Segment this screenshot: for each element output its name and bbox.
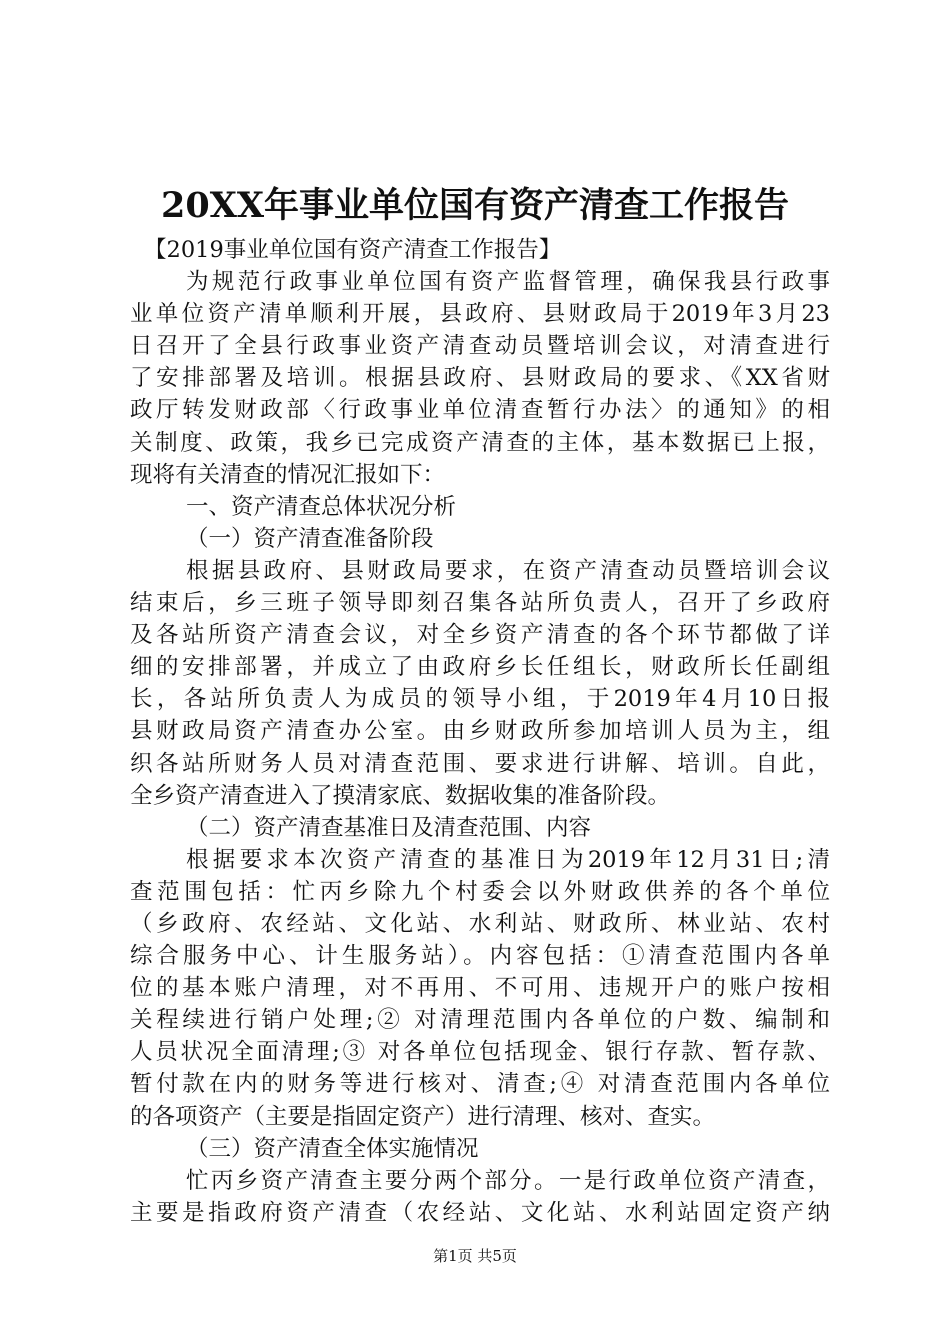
paragraph-line: 根据要求本次资产清查的基准日为2019年12月31日;清: [186, 846, 830, 873]
paragraph-line: 综合服务中心、计生服务站）。内容包括：①清查范围内各单: [130, 943, 830, 970]
document-body: [130, 234, 830, 1229]
paragraph-line: 日召开了全县行政事业资产清查动员暨培训会议，对清查进行: [130, 333, 830, 360]
section-heading: 一、资产清查总体状况分析: [186, 493, 457, 520]
paragraph-line: 为规范行政事业单位国有资产监督管理，确保我县行政事: [186, 269, 830, 296]
paragraph-line: 根据县政府、县财政局要求，在资产清查动员暨培训会议: [186, 557, 830, 584]
paragraph-line: 人员状况全面清理;③ 对各单位包括现金、银行存款、暂存款、: [130, 1039, 830, 1066]
paragraph-line: 主要是指政府资产清查（农经站、文化站、水利站固定资产纳: [130, 1199, 830, 1226]
page-footer: 第1页 共5页: [433, 1247, 517, 1265]
subsection-heading: （一）资产清查准备阶段: [186, 525, 434, 552]
paragraph-line: 关程续进行销户处理;② 对清理范围内各单位的户数、编制和: [130, 1007, 830, 1034]
paragraph-line: 位的基本账户清理，对不再用、不可用、违规开户的账户按相: [130, 975, 830, 1002]
paragraph-line: 查范围包括：忙丙乡除九个村委会以外财政供养的各个单位: [130, 878, 830, 905]
paragraph-line: 忙丙乡资产清查主要分两个部分。一是行政单位资产清查，: [186, 1167, 830, 1194]
paragraph-line: 暂付款在内的财务等进行核对、清查;④ 对清查范围内各单位: [130, 1071, 830, 1098]
subsection-heading: （三）资产清查全体实施情况: [186, 1135, 479, 1162]
document-title: 20XX年事业单位国有资产清查工作报告: [160, 185, 790, 226]
paragraph-line: 县财政局资产清查办公室。由乡财政所参加培训人员为主，组: [130, 718, 830, 745]
paragraph-line: 关制度、政策，我乡已完成资产清查的主体，基本数据已上报，: [130, 429, 830, 456]
paragraph-line: 长，各站所负责人为成员的领导小组，于2019年4月10日报: [130, 686, 830, 713]
paragraph-line: 结束后，乡三班子领导即刻召集各站所负责人，召开了乡政府: [130, 590, 830, 617]
paragraph-line: 现将有关清查的情况汇报如下：: [130, 461, 446, 488]
subsection-heading: （二）资产清查基准日及清查范围、内容: [186, 814, 592, 841]
paragraph-line: 细的安排部署，并成立了由政府乡长任组长，财政所长任副组: [130, 654, 830, 681]
paragraph-line: 了安排部署及培训。根据县政府、县财政局的要求、《XX省财: [130, 365, 830, 392]
paragraph-line: （乡政府、农经站、文化站、水利站、财政所、林业站、农村: [130, 910, 830, 937]
paragraph-line: 政厅转发财政部〈行政事业单位清查暂行办法〉的通知》的相: [130, 397, 830, 424]
paragraph-line: 及各站所资产清查会议，对全乡资产清查的各个环节都做了详: [130, 622, 830, 649]
paragraph-line: 的各项资产（主要是指固定资产）进行清理、核对、查实。: [130, 1103, 716, 1130]
paragraph-line: 织各站所财务人员对清查范围、要求进行讲解、培训。自此，: [130, 750, 830, 777]
paragraph-line: 全乡资产清查进入了摸清家底、数据收集的准备阶段。: [130, 782, 671, 809]
paragraph-line: 业单位资产清单顺利开展，县政府、县财政局于2019年3月23: [130, 301, 830, 328]
report-bracket-title: 【2019事业单位国有资产清查工作报告】: [144, 237, 562, 263]
